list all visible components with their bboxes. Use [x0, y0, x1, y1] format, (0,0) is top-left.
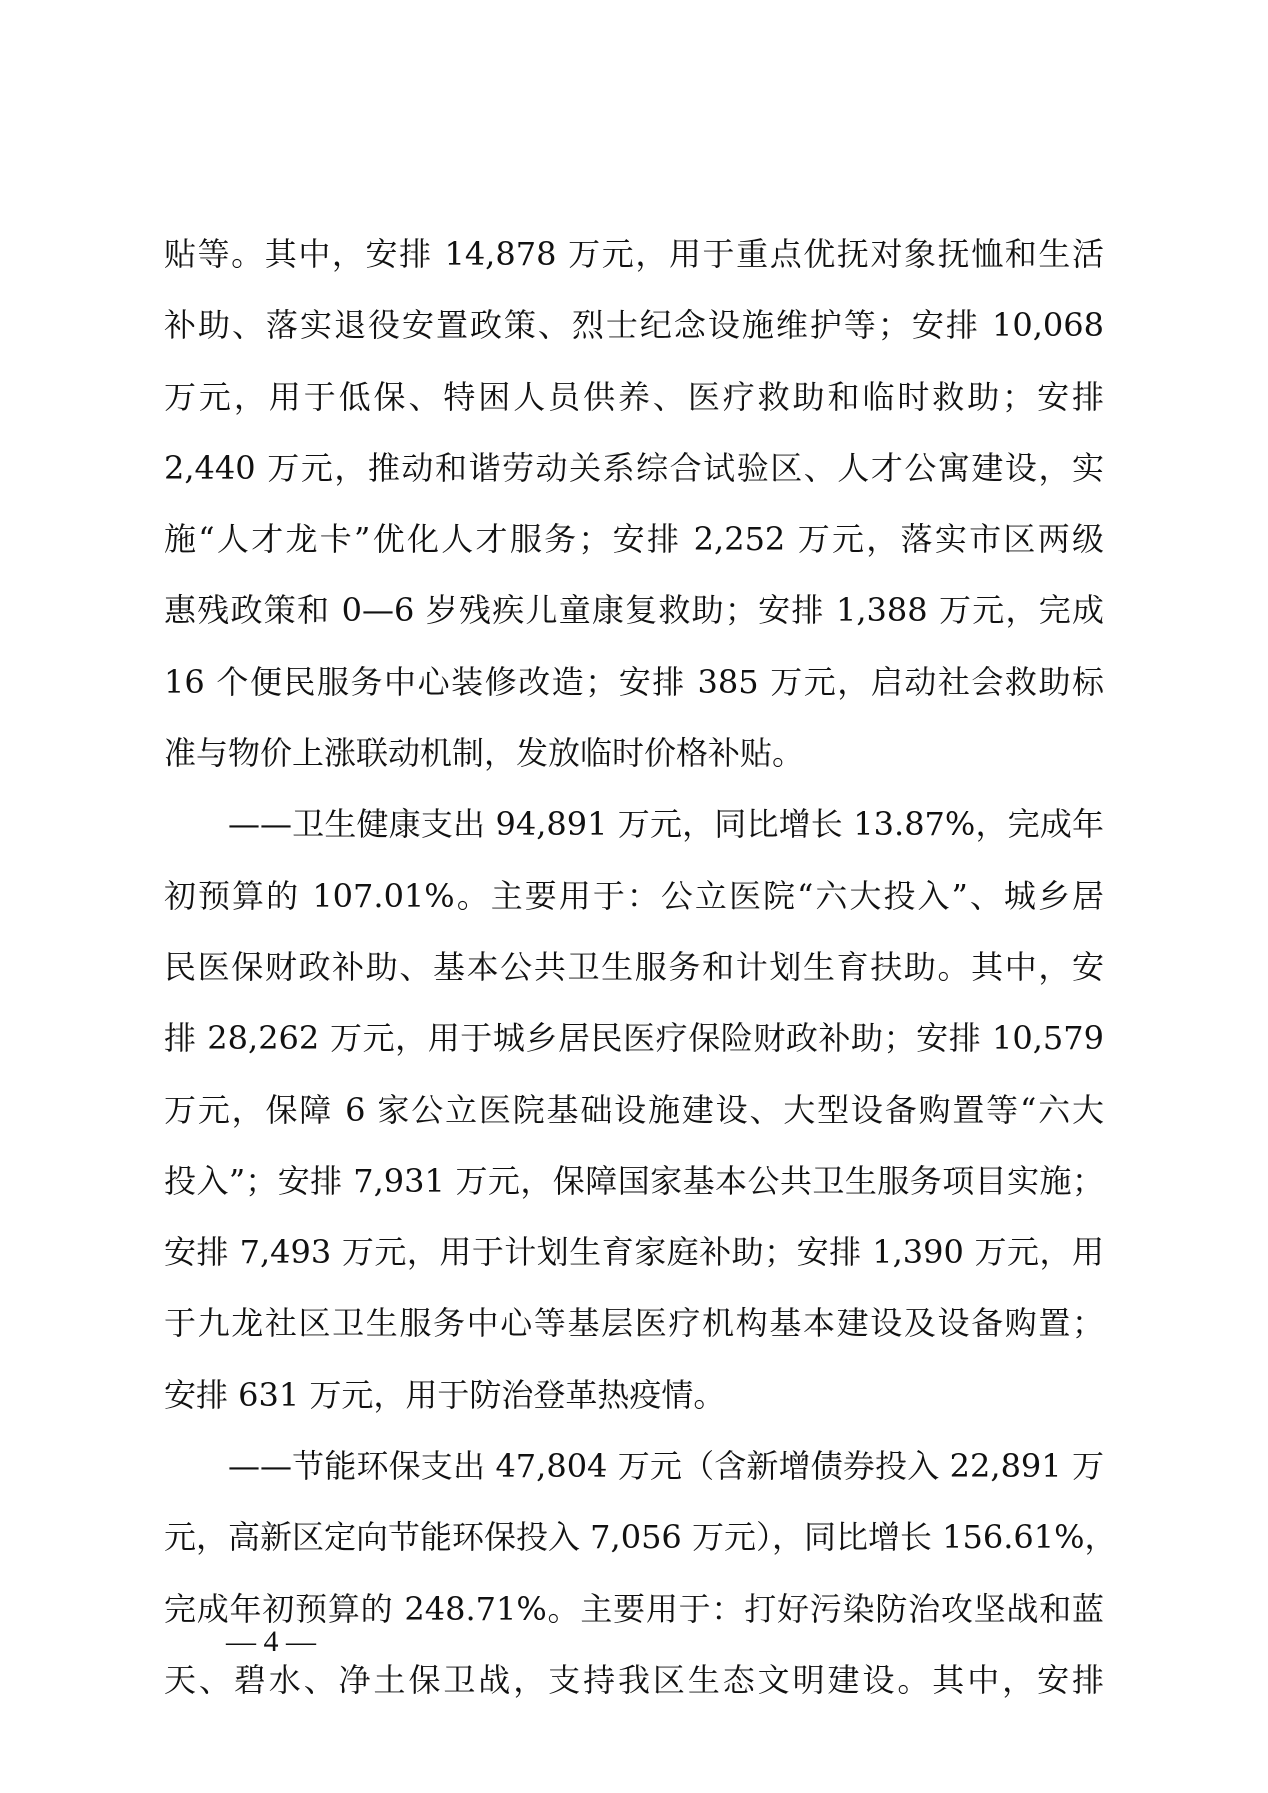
text-line: ——节能环保支出 47,804 万元（含新增债券投入 22,891 万 — [228, 1447, 1104, 1486]
text-line: 万元，用于低保、特困人员供养、医疗救助和临时救助；安排 — [164, 377, 1104, 416]
text-line: 完成年初预算的 248.71%。主要用于：打好污染防治攻坚战和蓝 — [164, 1589, 1104, 1628]
paragraph-environment-spending — [164, 1447, 1117, 1735]
paragraph-health-spending — [164, 805, 1104, 1450]
page-number: — 4 — — [226, 1625, 316, 1658]
paragraph-social-security-continued — [164, 235, 1104, 808]
text-line: 准与物价上涨联动机制，发放临时价格补贴。 — [164, 734, 805, 773]
text-line: ——卫生健康支出 94,891 万元，同比增长 13.87%，完成年 — [228, 805, 1104, 844]
text-line: 贴等。其中，安排 14,878 万元，用于重点优抚对象抚恤和生活 — [164, 235, 1104, 273]
text-line: 2,440 万元，推动和谐劳动关系综合试验区、人才公寓建设，实 — [164, 448, 1104, 487]
text-line: 施“人才龙卡”优化人才服务；安排 2,252 万元，落实市区两级 — [164, 520, 1104, 559]
text-line: 万元，保障 6 家公立医院基础设施建设、大型设备购置等“六大 — [164, 1090, 1104, 1129]
text-line: 惠残政策和 0—6 岁残疾儿童康复救助；安排 1,388 万元，完成 — [164, 591, 1104, 630]
text-line: 初预算的 107.01%。主要用于：公立医院“六大投入”、城乡居 — [164, 876, 1104, 915]
text-line: 安排 7,493 万元，用于计划生育家庭补助；安排 1,390 万元，用 — [164, 1233, 1104, 1272]
text-line: 投入”；安排 7,931 万元，保障国家基本公共卫生服务项目实施； — [164, 1161, 1104, 1200]
text-line: 天、碧水、净土保卫战，支持我区生态文明建设。其中，安排 — [164, 1660, 1104, 1699]
text-line: 补助、落实退役安置政策、烈士纪念设施维护等；安排 10,068 — [164, 306, 1104, 345]
text-line: 元，高新区定向节能环保投入 7,056 万元），同比增长 156.61%， — [164, 1518, 1117, 1557]
text-line: 民医保财政补助、基本公共卫生服务和计划生育扶助。其中，安 — [164, 947, 1104, 986]
text-line: 排 28,262 万元，用于城乡居民医疗保险财政补助；安排 10,579 — [164, 1019, 1104, 1058]
text-line: 安排 631 万元，用于防治登革热疫情。 — [164, 1375, 726, 1414]
text-line: 16 个便民服务中心装修改造；安排 385 万元，启动社会救助标 — [164, 662, 1104, 701]
document-body — [164, 235, 1117, 1735]
text-line: 于九龙社区卫生服务中心等基层医疗机构基本建设及设备购置； — [164, 1304, 1104, 1343]
